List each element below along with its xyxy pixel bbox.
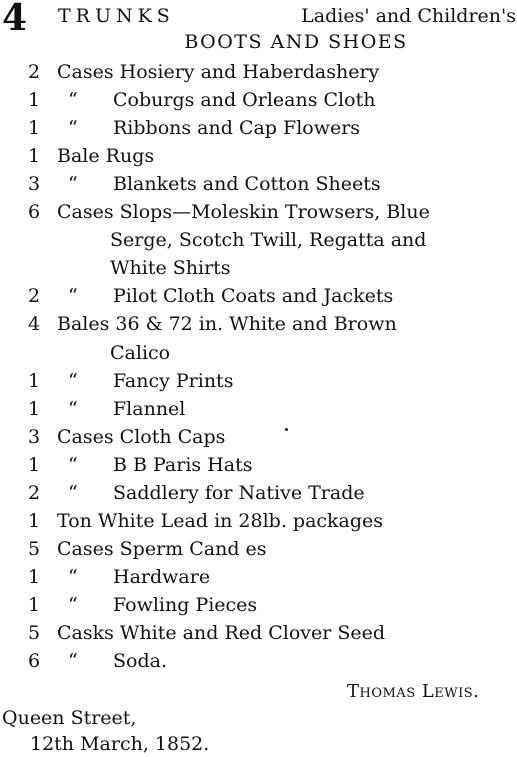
list-item — [0, 395, 517, 423]
list-item — [0, 647, 517, 675]
item-description: Fancy Prints — [113, 369, 234, 392]
item-quantity: 2 — [28, 481, 41, 504]
item-quantity: 1 — [28, 117, 41, 140]
item-description: Cases Hosiery and Haberdashery — [57, 61, 380, 83]
list-item-continuation — [0, 226, 517, 254]
list-item — [0, 507, 517, 535]
item-description: Pilot Cloth Coats and Jackets — [113, 285, 394, 308]
item-description: Fowling Pieces — [113, 593, 258, 616]
address-street: Queen Street, — [2, 707, 137, 729]
ditto-mark: “ — [68, 453, 78, 476]
item-description: Soda. — [113, 650, 167, 673]
item-description: Cases Sperm Cand es — [57, 537, 267, 560]
item-description-continued: Calico — [110, 341, 171, 364]
item-description: Coburgs and Orleans Cloth — [113, 89, 376, 112]
signature: Thomas Lewis. — [347, 681, 480, 702]
item-quantity: 1 — [28, 509, 41, 532]
item-quantity: 4 — [28, 313, 41, 336]
list-item — [0, 451, 517, 479]
ditto-mark: “ — [68, 650, 78, 673]
item-description: Ribbons and Cap Flowers — [113, 117, 361, 140]
ditto-mark: “ — [68, 285, 78, 308]
ditto-mark: “ — [68, 173, 78, 196]
list-item — [0, 86, 517, 114]
headline — [58, 3, 516, 55]
ditto-mark: “ — [68, 481, 78, 504]
item-description: Ton White Lead in 28lb. packages — [57, 509, 384, 532]
item-description: Casks White and Red Clover Seed — [57, 622, 386, 644]
list-item — [0, 619, 517, 647]
ditto-mark: “ — [68, 89, 78, 112]
address-date: 12th March, 1852. — [30, 733, 210, 755]
list-item — [0, 310, 517, 338]
item-description: Hardware — [113, 565, 211, 588]
ditto-mark: “ — [68, 397, 78, 420]
item-description: B B Paris Hats — [113, 453, 253, 476]
item-description: Blankets and Cotton Sheets — [113, 173, 381, 196]
item-quantity: 1 — [28, 369, 41, 392]
item-quantity: 1 — [28, 593, 41, 616]
item-description: Bale Rugs — [57, 145, 155, 168]
ditto-mark: “ — [68, 593, 78, 616]
item-description-continued: Serge, Scotch Twill, Regatta and — [110, 229, 427, 252]
list-item — [0, 142, 517, 170]
large-numeral: 4 — [2, 0, 28, 39]
ditto-mark: “ — [68, 565, 78, 588]
list-item-continuation — [0, 254, 517, 282]
list-item — [0, 423, 517, 451]
item-quantity: 2 — [28, 285, 41, 308]
list-item — [0, 591, 517, 619]
item-quantity: 5 — [28, 537, 41, 560]
item-description: Cases Cloth Caps — [57, 425, 226, 448]
item-quantity: 2 — [28, 61, 41, 83]
item-description-continued: White Shirts — [110, 257, 231, 280]
item-quantity: 1 — [28, 89, 41, 112]
item-quantity: 3 — [28, 173, 41, 196]
list-item — [0, 282, 517, 310]
list-item — [0, 535, 517, 563]
list-item — [0, 479, 517, 507]
list-item — [0, 367, 517, 395]
item-quantity: 6 — [28, 201, 41, 224]
item-quantity: 1 — [28, 397, 41, 420]
list-item-continuation — [0, 339, 517, 367]
list-item — [0, 114, 517, 142]
item-quantity: 5 — [28, 622, 41, 644]
list-item — [0, 170, 517, 198]
list-item — [0, 563, 517, 591]
headline-ladies: Ladies' and Children's — [301, 5, 516, 27]
item-quantity: 3 — [28, 425, 41, 448]
list-item — [0, 58, 517, 86]
headline-trunks: TRUNKS — [58, 5, 175, 27]
item-quantity: 1 — [28, 145, 41, 168]
item-quantity: 6 — [28, 650, 41, 673]
item-description: Saddlery for Native Trade — [113, 481, 365, 504]
ditto-mark: “ — [68, 117, 78, 140]
headline-boots: BOOTS AND SHOES — [184, 31, 408, 53]
list-item — [0, 198, 517, 226]
item-quantity: 1 — [28, 565, 41, 588]
ditto-mark: “ — [68, 369, 78, 392]
item-description: Cases Slops—Moleskin Trowsers, Blue — [57, 201, 430, 224]
item-description: Flannel — [113, 397, 186, 420]
item-description: Bales 36 & 72 in. White and Brown — [57, 313, 397, 336]
item-quantity: 1 — [28, 453, 41, 476]
stray-dot — [285, 428, 288, 431]
